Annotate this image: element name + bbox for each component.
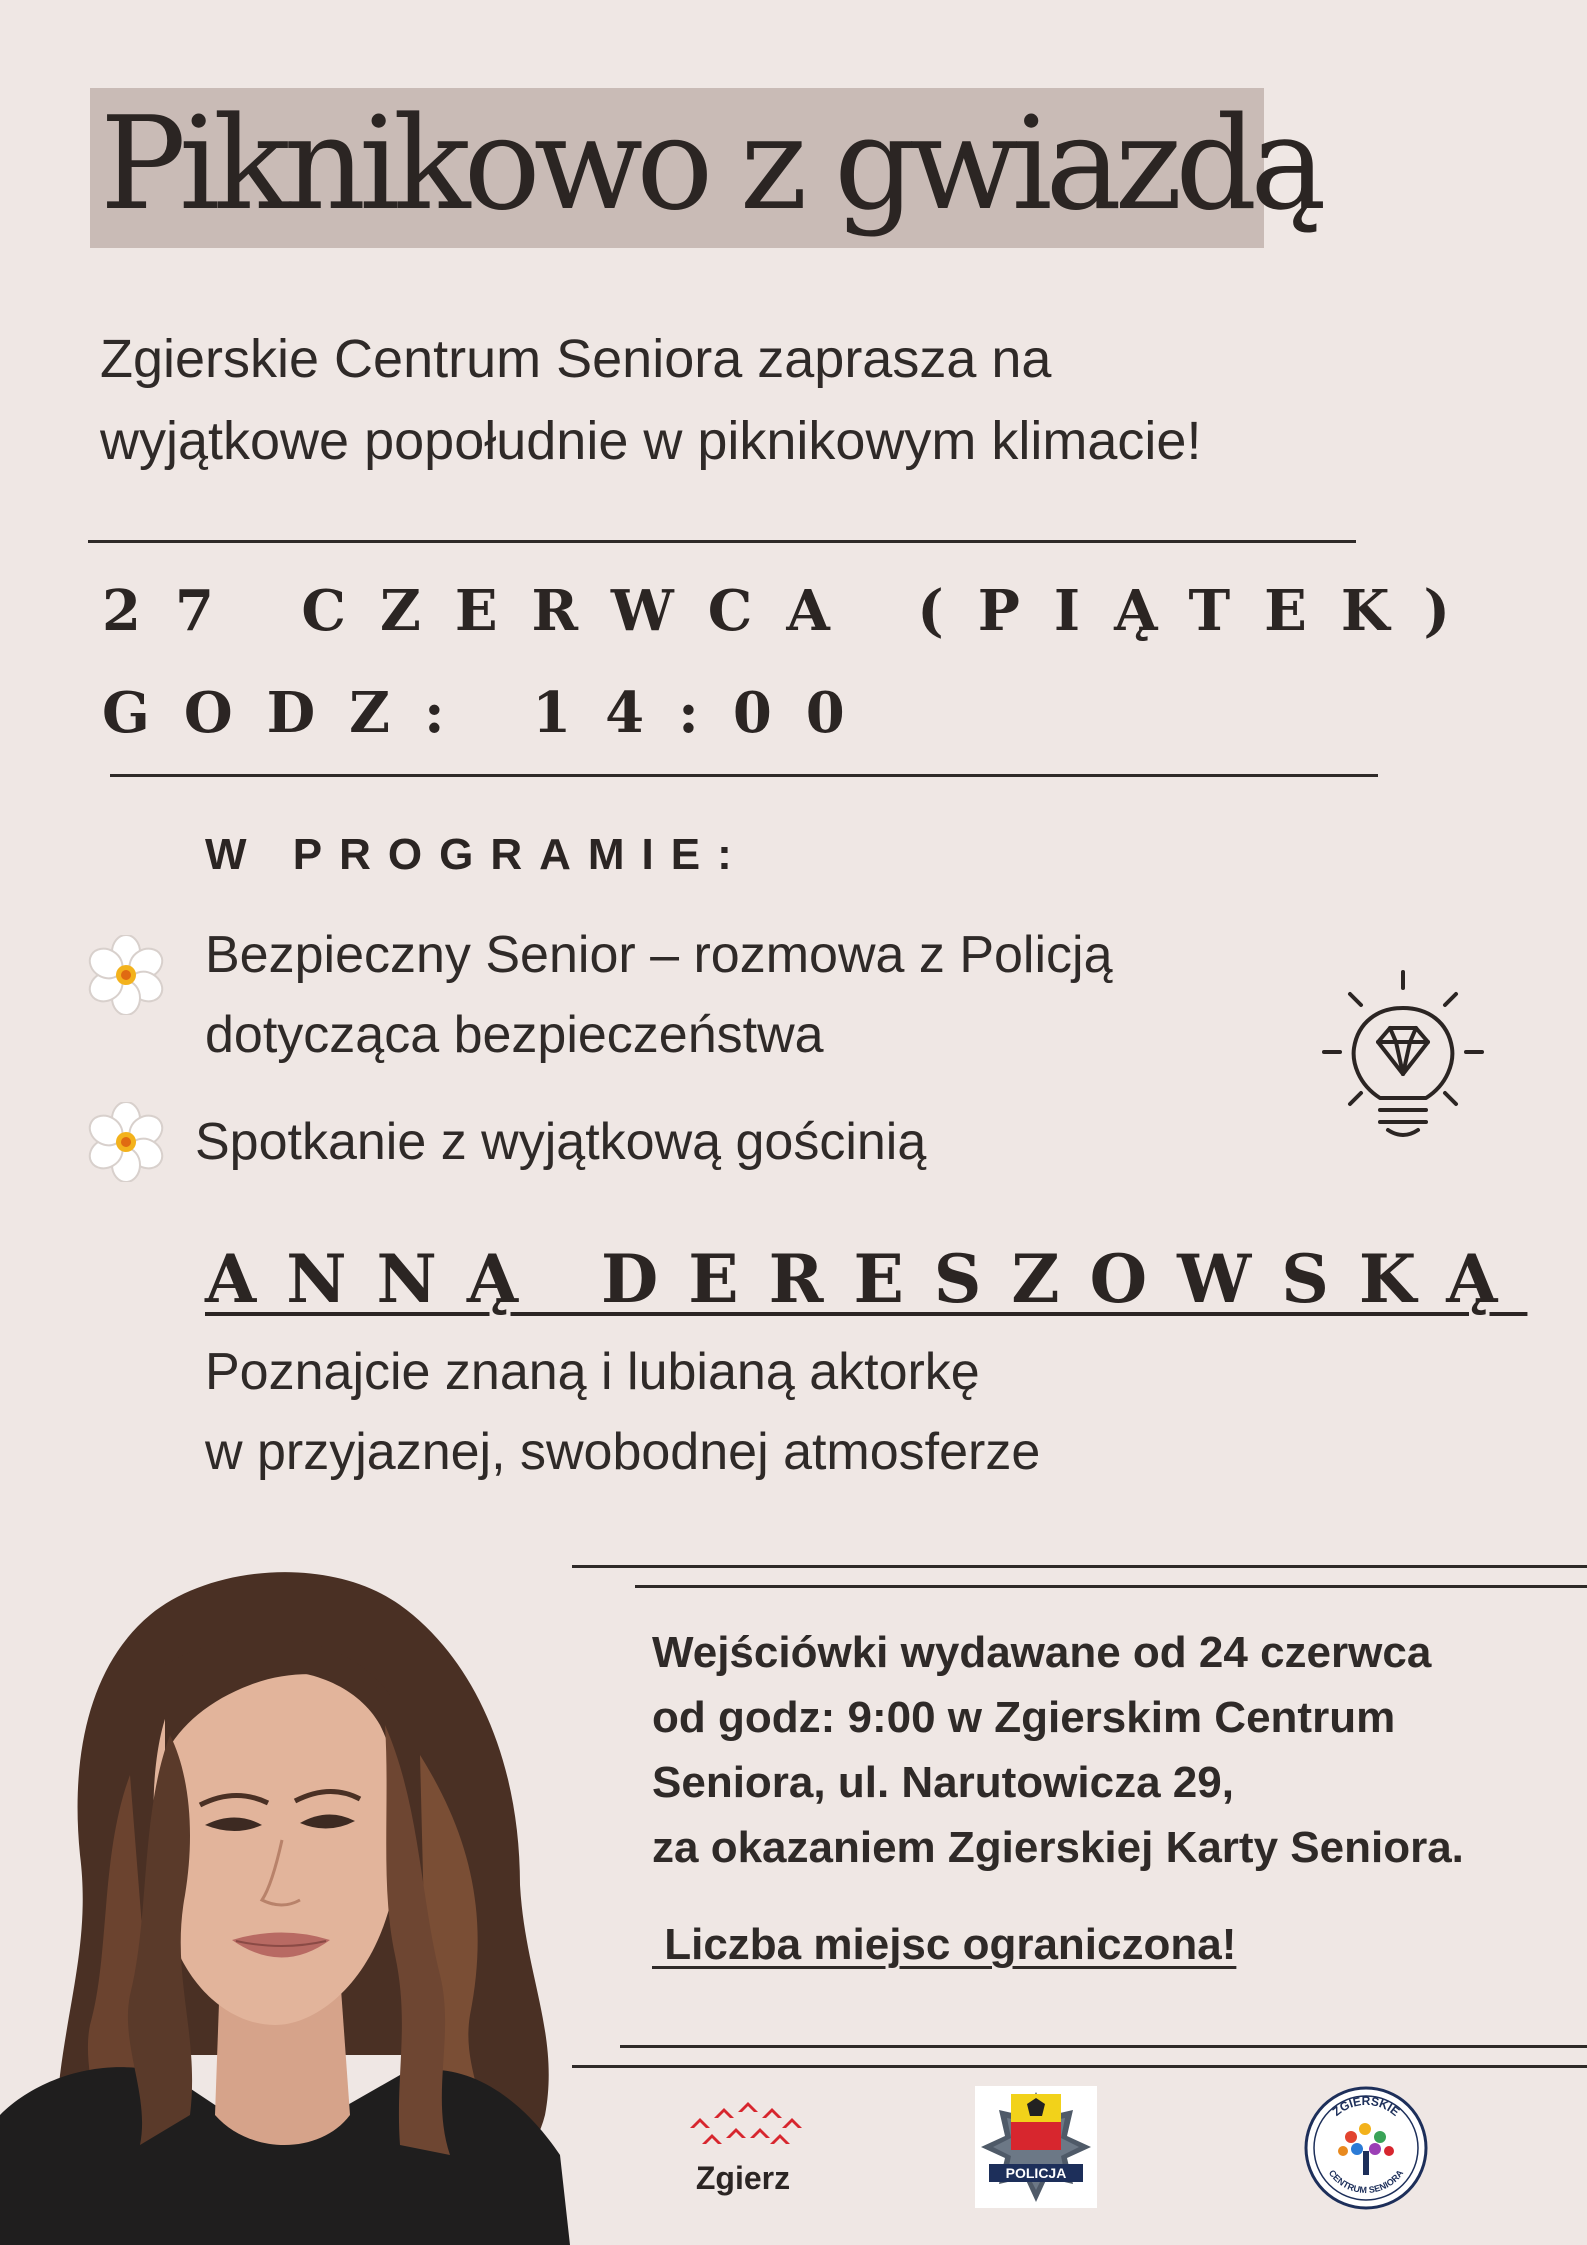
- flower-icon: [86, 935, 166, 1015]
- zgierz-logo-text: Zgierz: [695, 2160, 791, 2196]
- centrum-logo-top-text: ZGIERSKIE: [1329, 2094, 1403, 2119]
- program-item-1-line-2: dotycząca bezpieczeństwa: [205, 1006, 824, 1064]
- divider-middle: [110, 774, 1378, 777]
- guest-description: [205, 1332, 1305, 1492]
- intro-text: [100, 318, 1500, 482]
- event-time: GODZ: 14:00: [102, 680, 879, 746]
- tickets-line-2: od godz: 9:00 w Zgierskim Centrum: [652, 1693, 1396, 1742]
- lightbulb-diamond-icon: [1318, 970, 1488, 1145]
- guest-name: ANNĄ DERESZOWSKĄ: [205, 1240, 1528, 1318]
- divider-tickets-2: [635, 1585, 1587, 1588]
- program-item-1-line-1: Bezpieczny Senior – rozmowa z Policją: [205, 926, 1113, 984]
- zgierz-logo: [684, 2088, 802, 2158]
- page-title: Piknikowo z gwiazdą: [100, 90, 1320, 239]
- event-date: 27 CZERWCA (PIĄTEK): [102, 578, 1484, 644]
- divider-top: [88, 540, 1356, 543]
- program-heading: W PROGRAMIE:: [205, 830, 749, 879]
- tickets-line-4: za okazaniem Zgierskiej Karty Seniora.: [652, 1823, 1464, 1872]
- guest-desc-line-1: Poznajcie znaną i lubianą aktorkę: [205, 1343, 980, 1401]
- program-item-2: Spotkanie z wyjątkową gościnią: [195, 1113, 927, 1171]
- program-item-1: [205, 915, 1305, 1075]
- guest-desc-line-2: w przyjaznej, swobodnej atmosferze: [205, 1423, 1041, 1481]
- tickets-line-3: Seniora, ul. Narutowicza 29,: [652, 1758, 1234, 1807]
- divider-tickets-1: [572, 1565, 1587, 1568]
- intro-line-1: Zgierskie Centrum Seniora zaprasza na: [100, 329, 1052, 389]
- intro-line-2: wyjątkowe popołudnie w piknikowym klimacie!: [100, 411, 1202, 471]
- divider-bottom-1: [620, 2045, 1587, 2048]
- guest-portrait: [0, 1555, 570, 2245]
- centrum-seniora-logo: [1303, 2085, 1429, 2211]
- policja-logo-text: POLICJA: [1005, 2165, 1067, 2181]
- tickets-info: [652, 1620, 1572, 1880]
- policja-logo: [975, 2086, 1097, 2208]
- divider-bottom-2: [572, 2065, 1587, 2068]
- limited-seats-notice: Liczba miejsc ograniczona!: [652, 1920, 1237, 1969]
- centrum-logo-bottom-text: CENTRUM SENIORA: [1326, 2168, 1406, 2196]
- tickets-line-1: Wejściówki wydawane od 24 czerwca: [652, 1628, 1432, 1677]
- flower-icon: [86, 1102, 166, 1182]
